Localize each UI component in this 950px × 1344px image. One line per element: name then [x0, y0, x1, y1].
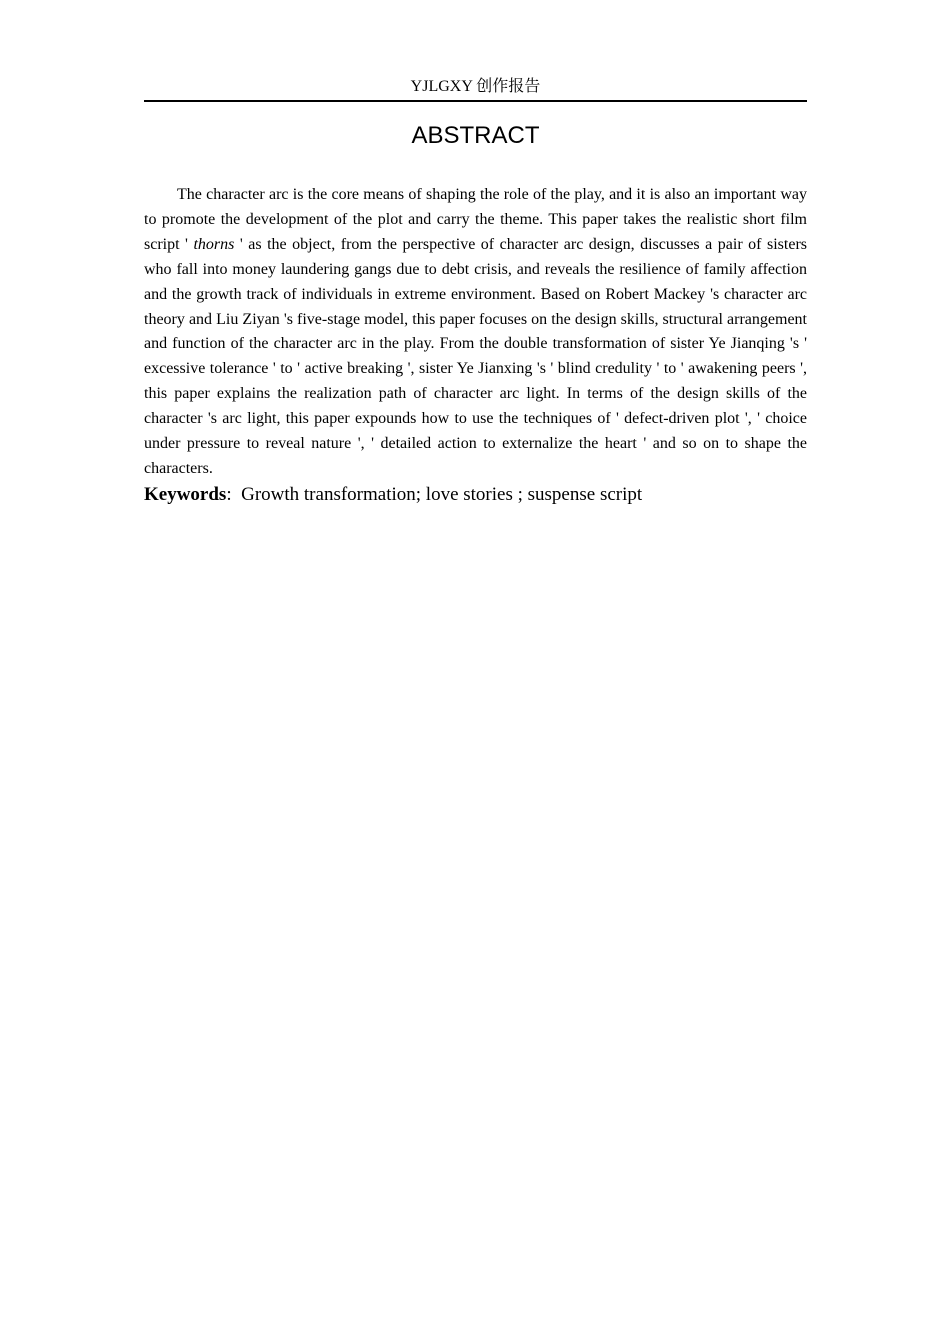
keywords-line: [144, 482, 807, 508]
running-header: YJLGXY 创作报告: [410, 78, 541, 95]
abstract-title: ABSTRACT: [411, 122, 540, 149]
abstract-script-title: thorns: [193, 235, 235, 253]
abstract-paragraph: [144, 183, 807, 482]
abstract-text-part1: The character arc is the core means of shaping the role of the play, and it is also an important way to promote the development of the plot and carry the theme. This paper takes the realistic short film script ': [144, 186, 807, 253]
keywords-value: Growth transformation; love stories ; suspense script: [241, 484, 643, 505]
header-divider: [144, 100, 807, 102]
keywords-label: Keywords: [144, 484, 227, 505]
keywords-separator: :: [226, 484, 242, 505]
abstract-text-part2: ' as the object, from the perspective of character arc design, discusses a pair of sisters who fall into money laundering gangs due to debt crisis, and reveals the resilience of family affection and the growth track of individuals in extreme environment. Based on Robert Mackey 's character arc theory and Liu Ziyan 's five-stage model, this paper focuses on the design skills, structural arrangement and function of the character arc in the play. From the double transformation of sister Ye Jianqing 's ' excessive tolerance ' to ' active breaking ', sister Ye Jianxing 's ' blind credulity ' to ' awakening peers ', this paper explains the realization path of character arc light. In terms of the design skills of the character 's arc light, this paper expounds how to use the techniques of ' defect-driven plot ', ' choice under pressure to reveal nature ', ' detailed action to externalize the heart ' and so on to shape the characters.: [144, 235, 807, 477]
